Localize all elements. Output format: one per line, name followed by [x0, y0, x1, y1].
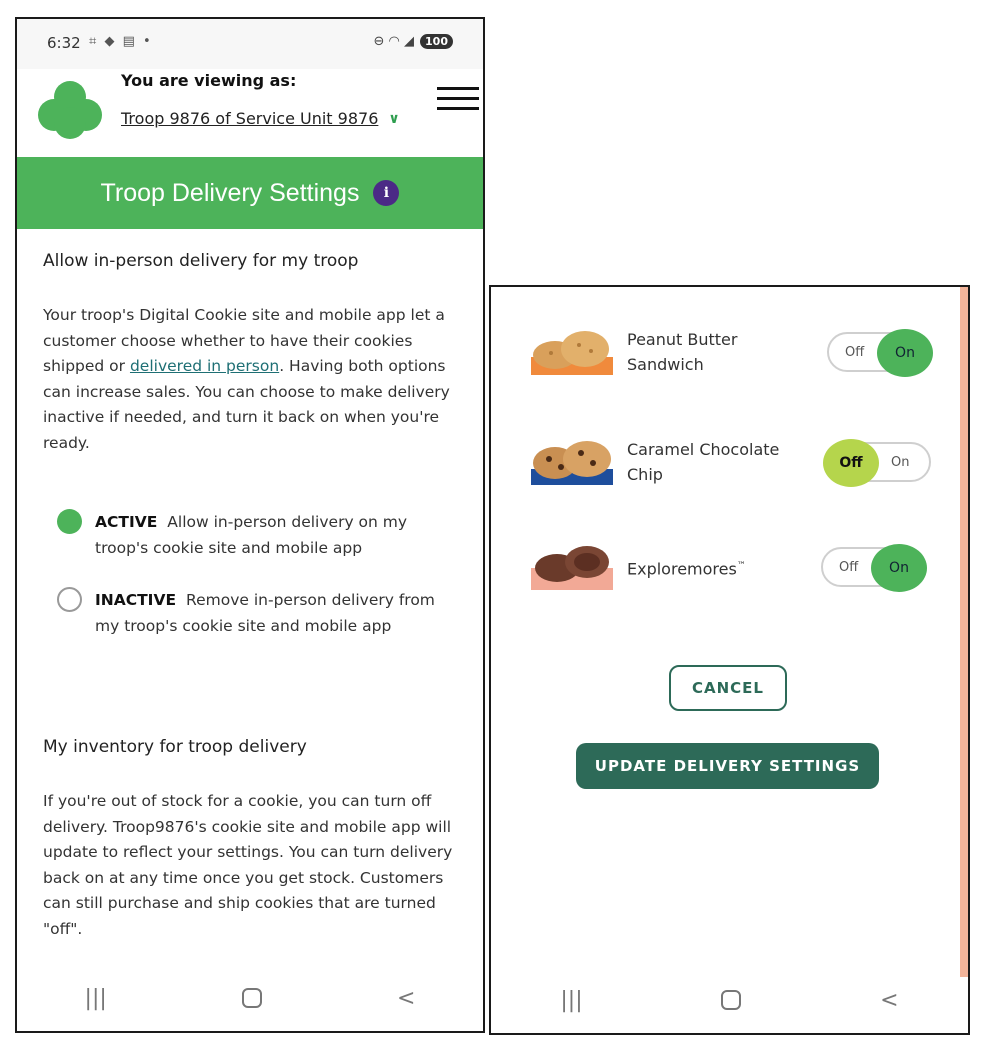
chevron-down-icon[interactable]: ∨ [388, 110, 400, 127]
viewing-as-label: You are viewing as: [121, 71, 297, 90]
toggle-knob-on: On [871, 544, 927, 592]
status-bar [17, 19, 483, 69]
exploremores-cookie-image [531, 542, 613, 590]
active-option[interactable] [57, 509, 447, 561]
active-option-title: ACTIVE [95, 513, 158, 531]
toggle-knob-off: Off [823, 439, 879, 487]
active-option-text [95, 509, 447, 561]
hamburger-menu-icon[interactable] [437, 87, 479, 113]
cookie-inventory-screen [489, 285, 970, 1035]
delivery-toggle[interactable] [827, 442, 931, 482]
menu-bar [437, 87, 479, 90]
status-right-icons [374, 34, 453, 49]
delivery-description [43, 303, 458, 456]
inactive-option[interactable] [57, 587, 447, 639]
update-delivery-settings-button[interactable]: UPDATE DELIVERY SETTINGS [576, 743, 879, 789]
info-icon[interactable]: i [373, 180, 399, 206]
inactive-radio[interactable] [57, 587, 82, 612]
recents-icon[interactable]: ||| [560, 987, 583, 1013]
delivery-section-heading: Allow in-person delivery for my troop [43, 251, 359, 271]
active-radio[interactable] [57, 509, 82, 534]
toggle-off-label: Off [845, 345, 865, 360]
toggle-knob-on: On [877, 329, 933, 377]
back-icon[interactable]: < [396, 985, 416, 1011]
home-icon[interactable] [721, 990, 741, 1010]
cookie-row-peanut-butter [531, 327, 941, 387]
inactive-option-title: INACTIVE [95, 591, 177, 609]
caramel-chocolate-chip-cookie-image [531, 437, 613, 485]
cookie-name [627, 554, 817, 581]
troop-name-link[interactable]: Troop 9876 of Service Unit 9876 [121, 109, 379, 128]
inventory-description: If you're out of stock for a cookie, you can turn off delivery. Troop9876's cookie site and mobile app will update to reflect your settings. You can turn delivery back on at any time once you get stock. Customers can still purchase and ship cookies that are turned "off". [43, 792, 453, 938]
page-title: Troop Delivery Settings [100, 178, 360, 207]
troop-selector[interactable] [121, 109, 400, 128]
troop-delivery-settings-screen [15, 17, 485, 1033]
android-nav-bar [491, 967, 968, 1033]
delivered-in-person-link[interactable]: delivered in person [129, 357, 280, 375]
menu-bar [437, 97, 479, 100]
description-text: . Having both options can increase sales. You can choose to make delivery inactive if needed, and turn it back on when you're ready. [43, 357, 450, 452]
menu-bar [437, 107, 479, 110]
status-time: 6:32 [47, 34, 81, 52]
peanut-butter-cookie-image [531, 327, 613, 375]
notification-icons: ⌗ ◆ ▤ • [89, 34, 153, 49]
toggle-off-label: Off [839, 560, 859, 575]
inventory-section-heading: My inventory for troop delivery [43, 737, 307, 757]
cookie-name: Peanut Butter Sandwich [627, 330, 738, 374]
back-icon[interactable]: < [880, 987, 899, 1013]
page-title-banner [17, 157, 483, 229]
trademark-symbol: ™ [736, 561, 746, 571]
cookie-row-caramel-chocolate-chip [531, 437, 941, 497]
toggle-on-label: On [891, 455, 910, 470]
inactive-option-description: Remove in-person delivery from my troop's cookie site and mobile app [95, 591, 435, 635]
android-nav-bar [17, 965, 483, 1031]
cookie-name: Caramel Chocolate Chip [627, 440, 780, 484]
inactive-option-text [95, 587, 447, 639]
description-text: Your troop's Digital Cookie site and mobile app let a customer choose whether to have their cookies shipped or [43, 306, 445, 375]
signal-icons: ⊖ ◠ ◢ [373, 34, 415, 49]
delivery-toggle[interactable] [821, 547, 925, 587]
recents-icon[interactable]: ||| [84, 985, 107, 1011]
cancel-button[interactable]: CANCEL [669, 665, 787, 711]
cookie-row-exploremores [531, 542, 941, 602]
trefoil-logo-icon[interactable] [37, 79, 103, 141]
active-option-description: Allow in-person delivery on my troop's cookie site and mobile app [95, 513, 408, 557]
cookie-name-text: Exploremores [627, 559, 737, 579]
background-edge [960, 287, 968, 977]
battery-icon: 100 [420, 34, 453, 49]
delivery-toggle[interactable] [827, 332, 931, 372]
home-icon[interactable] [242, 988, 262, 1008]
